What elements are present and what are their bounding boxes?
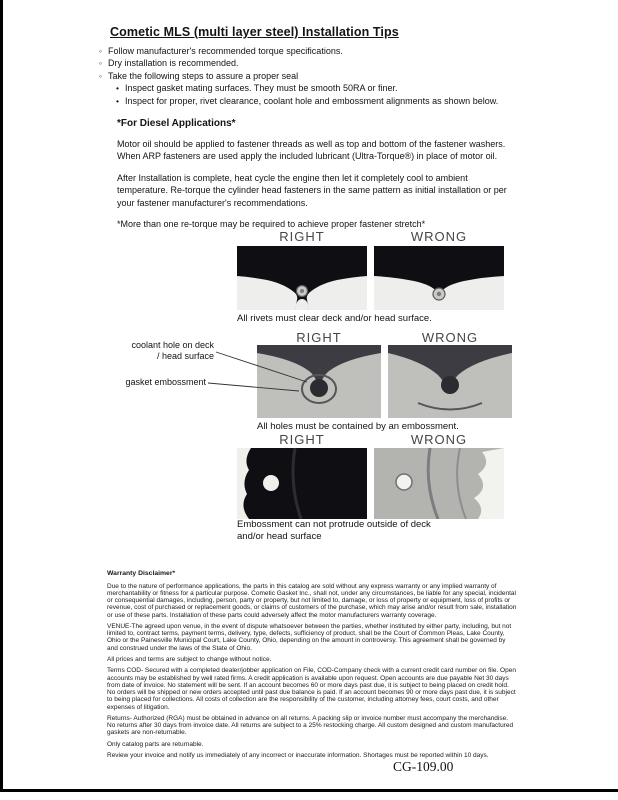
warranty-paragraph: VENUE-The agreed upon venue, in the event of dispute whatsoever between the parties, whether instituted by either party, including, but not limited to, contract terms, payment terms, delivery, type, defects, sufficiency of product, shall be the Court of Common Pleas, Lake County, Ohio or the Painesville Municipal Court, Lake County, Ohio, depending on the amount in controversy. This agreement shall be governed by and construed under the laws of the State of Ohio. [107, 622, 512, 652]
list-item [99, 82, 523, 94]
list-item-text: Inspect gasket mating surfaces. They must be smooth 50RA or finer. [125, 83, 398, 94]
diesel-oil-paragraph: Motor oil should be applied to fastener threads as well as top and bottom of the fastener washers. When ARP fasteners are used apply the included lubricant (Ultra-Torque®) in place of motor oil. [117, 138, 506, 161]
embossment-protrusion-wrong-diagram [374, 448, 504, 519]
list-item-text: Take the following steps to assure a proper seal [108, 70, 299, 81]
hole-embossment-wrong-diagram [388, 345, 512, 418]
warranty-paragraph: Terms COD- Secured with a completed dealer/jobber application on File, COD-Company check with a current credit card number on file. Open accounts may be established by well rated firms. A credit application is available upon request. Open accounts are due payable Net 30 days from date of invoice. No statement will be sent. If an account becomes 60 or more days past due, it is subject to being placed on credit hold. No orders will be shipped or new orders accepted until past due balance is paid. If an account becomes 90 or more days past due, it is subject to being placed for collections. All costs of collection are the responsibility of the customer, including attorney fees, court costs, and other expenses of litigation. [107, 667, 516, 711]
list-item [99, 57, 523, 69]
dot-bullet-icon: • [116, 83, 119, 94]
diesel-section [117, 118, 521, 240]
page-edge-bottom [0, 789, 618, 792]
warranty-section [107, 570, 517, 763]
diagram-caption: All holes must be contained by an embossment. [257, 421, 459, 432]
warranty-paragraph: Review your invoice and notify us immediately of any incorrect or inaccurate information. Shortages must be reported within 10 days. [107, 751, 489, 759]
hole-embossment-right-diagram [257, 345, 381, 418]
list-item [99, 95, 523, 107]
circle-bullet-icon: ◦ [99, 58, 103, 69]
list-item [99, 70, 523, 82]
circle-bullet-icon: ◦ [99, 46, 103, 56]
right-label: RIGHT [279, 432, 325, 447]
tips-list [99, 45, 523, 107]
list-item-text: Dry installation is recommended. [108, 58, 239, 69]
warranty-paragraph: Only catalog parts are returnable. [107, 740, 204, 748]
diesel-heat-cycle-paragraph: After Installation is complete, heat cycle the engine then let it completely cool to ambient temperature. Re-torque the cylinder head fasteners in the same pattern as initial installation or per your fastener manufacturer's recommendations. [117, 172, 507, 208]
warranty-paragraph: Returns- Authorized (RGA) must be obtained in advance on all returns. A packing slip or invoice number must accompany the merchandise. No returns after 30 days from invoice date. All returns are subject to a 25% restocking charge. All custom designed and custom manufactured gaskets are non-returnable. [107, 714, 514, 737]
warranty-heading: Warranty Disclaimer* [107, 570, 176, 577]
page-code: CG-109.00 [393, 759, 454, 774]
list-item [99, 45, 523, 57]
rivet-clearance-wrong-diagram [374, 246, 504, 310]
diesel-heading: *For Diesel Applications* [117, 118, 236, 129]
warranty-paragraph: Due to the nature of performance applications, the parts in this catalog are sold without any express warranty or any implied warranty of merchantability or fitness for a particular purpose. Cometic Gasket Inc., shall not, under any circumstances, be liable for any special, incidental or consequential damages, including, person, party or property, but not limited to, damage, or loss of property or equipment, loss of profits or revenue, cost of purchased or replacement goods, or claims of customers of the purchase, which may arise and/or result from sale, installation or use of these parts. Installation of these parts could adversely affect the motor manufacturers warranty coverage. [107, 582, 517, 619]
diagram-caption: Embossment can not protrude outside of deck and/or head surface [237, 519, 431, 542]
coolant-hole-annotation: coolant hole on deck / head surface [131, 340, 214, 361]
page-edge-left [0, 0, 3, 792]
wrong-label: WRONG [410, 229, 468, 244]
list-item-text: Inspect for proper, rivet clearance, coolant hole and embossment alignments as shown below. [125, 95, 499, 106]
gasket-embossment-annotation: gasket embossment [125, 377, 206, 387]
wrong-label: WRONG [421, 330, 479, 345]
warranty-paragraph: All prices and terms are subject to change without notice. [107, 656, 272, 663]
wrong-label: WRONG [410, 432, 468, 447]
right-label: RIGHT [279, 229, 325, 244]
embossment-protrusion-right-diagram [237, 448, 367, 519]
right-label: RIGHT [296, 330, 342, 345]
circle-bullet-icon: ◦ [99, 70, 103, 81]
rivet-clearance-right-diagram [237, 246, 367, 310]
dot-bullet-icon: • [116, 95, 119, 106]
list-item-text: Follow manufacturer's recommended torque specifications. [108, 46, 343, 56]
page-title: Cometic MLS (multi layer steel) Installation Tips [110, 25, 399, 39]
diagram-caption: All rivets must clear deck and/or head surface. [237, 313, 432, 324]
retorque-note: *More than one re-torque may be required to achieve proper fastener stretch* [117, 219, 426, 229]
